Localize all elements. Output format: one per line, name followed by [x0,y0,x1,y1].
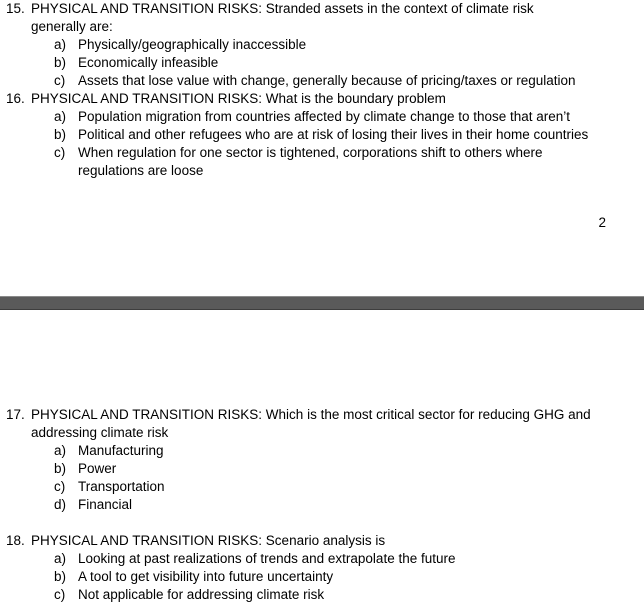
option-text: Physically/geographically inaccessible [78,37,307,52]
answer-options [0,550,644,604]
option-text: Financial [78,497,133,512]
option-text: Not applicable for addressing climate risk [78,587,325,602]
answer-option-b [0,460,608,478]
answer-option-a [0,550,608,568]
option-text: Looking at past realizations of trends and extrapolate the future [78,551,456,566]
question-stem [0,532,591,550]
question-text: PHYSICAL AND TRANSITION RISKS: What is the boundary problem [31,91,446,106]
answer-options [0,442,644,514]
question-stem [0,90,591,108]
option-letter: a) [54,37,67,52]
option-letter: b) [54,55,67,70]
option-letter: a) [54,109,67,124]
question-text: PHYSICAL AND TRANSITION RISKS: Stranded assets in the context of climate risk generally are: [31,1,534,34]
answer-option-a [0,442,608,460]
option-letter: b) [54,461,67,476]
answer-option-c [0,72,608,90]
option-letter: b) [54,569,67,584]
answer-option-a [0,36,608,54]
option-letter: b) [54,127,67,142]
option-letter: c) [54,145,66,160]
question-text: PHYSICAL AND TRANSITION RISKS: Which is the most critical sector for reducing GHG and addressing climate risk [31,407,591,440]
option-text: Assets that lose value with change, generally because of pricing/taxes or regulation [78,73,576,88]
answer-option-c [0,478,608,496]
option-letter: c) [54,587,66,602]
option-text: Population migration from countries affected by climate change to those that aren’t [78,109,571,124]
option-letter: c) [54,479,66,494]
answer-option-b [0,126,608,144]
page-break-divider [0,296,644,310]
answer-options [0,36,644,90]
answer-options [0,108,644,180]
question-stem [0,0,591,36]
option-text: Economically infeasible [78,55,219,70]
option-text: Transportation [78,479,165,494]
question-number: 15. [6,1,25,16]
question-number: 17. [6,407,25,422]
question-17 [0,406,644,514]
question-15 [0,0,644,90]
page-number: 2 [598,215,606,230]
option-letter: a) [54,551,67,566]
option-text: Power [78,461,117,476]
option-text: When regulation for one sector is tightened, corporations shift to others where regulations are loose [78,145,543,178]
answer-option-c [0,586,608,604]
option-letter: c) [54,73,66,88]
answer-option-b [0,54,608,72]
question-number: 16. [6,91,25,106]
answer-option-d [0,496,608,514]
answer-option-a [0,108,608,126]
option-text: Manufacturing [78,443,164,458]
option-letter: d) [54,497,67,512]
question-16 [0,90,644,180]
answer-option-c [0,144,608,180]
question-text: PHYSICAL AND TRANSITION RISKS: Scenario analysis is [31,533,386,548]
question-18 [0,532,644,604]
answer-option-b [0,568,608,586]
question-number: 18. [6,533,25,548]
question-stem [0,406,591,442]
option-text: A tool to get visibility into future uncertainty [78,569,334,584]
option-text: Political and other refugees who are at risk of losing their lives in their home countries [78,127,589,142]
option-letter: a) [54,443,67,458]
